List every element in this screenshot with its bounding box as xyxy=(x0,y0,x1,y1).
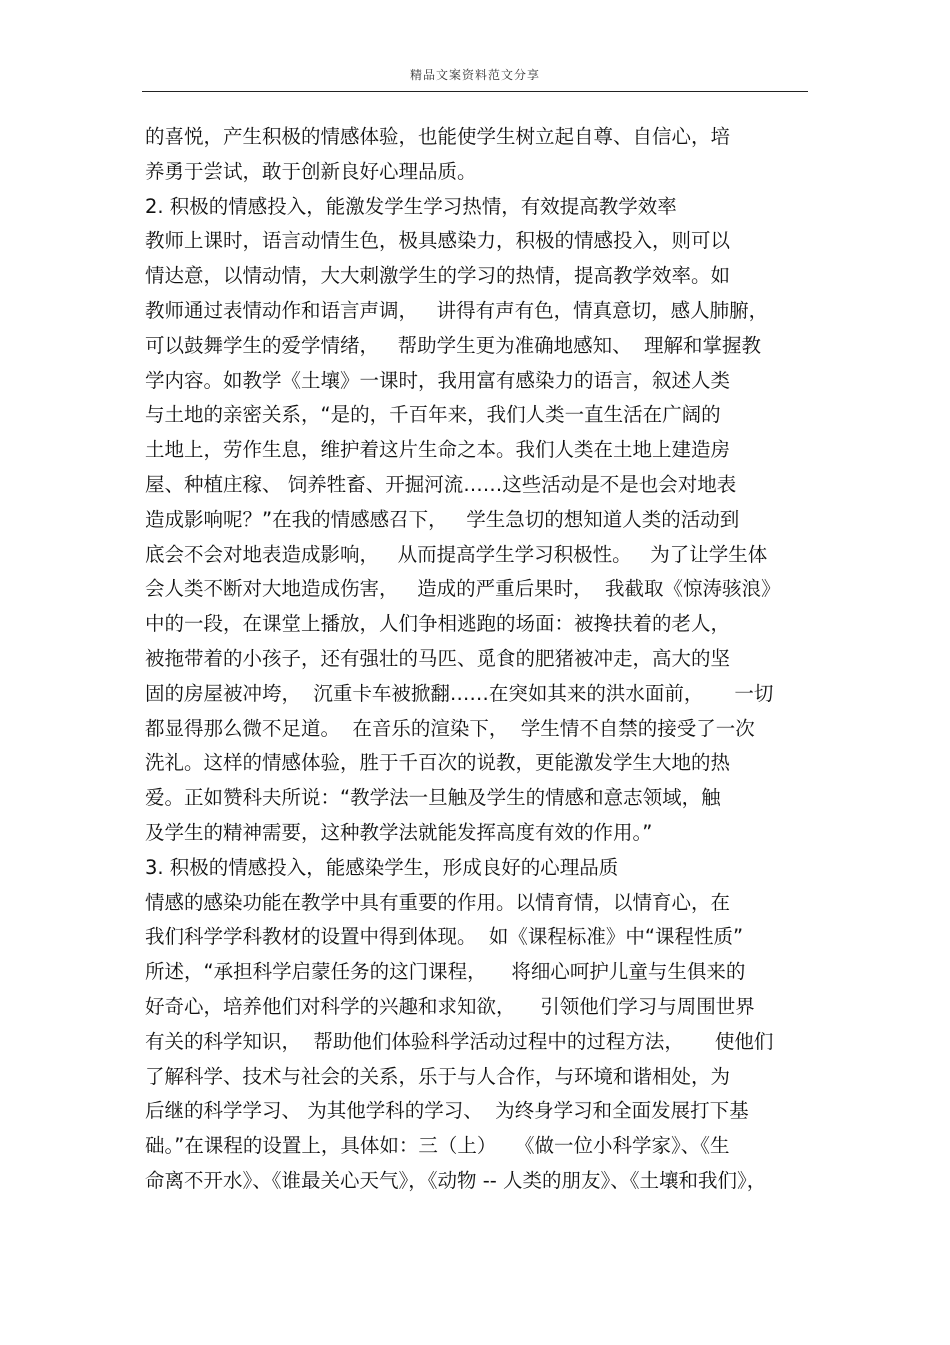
text-line-6: 教师通过表情动作和语言声调， 讲得有声有色，情真意切，感人肺腑， xyxy=(145,298,769,322)
text-line-12: 造成影响呢？”在我的情感感召下， 学生急切的想知道人类的活动到 xyxy=(145,507,740,531)
text-line-1: 的喜悦，产生积极的情感体验，也能使学生树立起自尊、自信心，培 xyxy=(145,125,731,148)
text-line-25: 所述，“承担科学启蒙任务的这门课程， 将细心呵护儿童与生俱来的 xyxy=(145,960,746,984)
text-line-24: 我们科学学科教材的设置中得到体现。 如《课程标准》中“课程性质” xyxy=(145,925,744,949)
text-line-23: 情感的感染功能在教学中具有重要的作用。以情育情，以情育心，在 xyxy=(145,890,731,914)
text-line-21: 及学生的精神需要，这种教学法就能发挥高度有效的作用。” xyxy=(145,820,653,844)
text-line-14: 会人类不断对大地造成伤害， 造成的严重后果时， 我截取《惊涛骇浪》 xyxy=(145,577,781,601)
section-heading-3: 3. 积极的情感投入，能感染学生，形成良好的心理品质 xyxy=(145,855,619,879)
text-line-16: 被拖带着的小孩子，还有强壮的马匹、觅食的肥猪被冲走，高大的坚 xyxy=(145,646,731,670)
text-line-15: 中的一段，在课堂上播放，人们争相逃跑的场面：被搀扶着的老人， xyxy=(145,612,731,636)
text-line-9: 与土地的亲密关系，“是的，千百年来，我们人类一直生活在广阔的 xyxy=(145,403,721,427)
text-line-28: 了解科学、技术与社会的关系，乐于与人合作，与环境和谐相处，为 xyxy=(145,1064,731,1088)
header-divider xyxy=(142,91,808,92)
text-line-5: 情达意，以情动情，大大刺激学生的学习的热情，提高教学效率。如 xyxy=(145,264,731,288)
text-line-29: 后继的科学学习、 为其他学科的学习、 为终身学习和全面发展打下基 xyxy=(145,1099,749,1123)
section-heading-2: 2. 积极的情感投入，能激发学生学习热情，有效提高教学效率 xyxy=(145,194,677,218)
body-text xyxy=(145,120,815,1199)
page-header: 精品文案资料范文分享 xyxy=(409,68,540,82)
text-line-27: 有关的科学知识， 帮助他们体验科学活动过程中的过程方法， 使他们 xyxy=(145,1029,774,1053)
text-line-20: 爱。正如赞科夫所说：“教学法一旦触及学生的情感和意志领域，触 xyxy=(145,786,721,810)
text-line-8: 学内容。如教学《土壤》一课时，我用富有感染力的语言，叙述人类 xyxy=(145,368,731,392)
text-line-19: 洗礼。这样的情感体验，胜于千百次的说教，更能激发学生大地的热 xyxy=(145,751,731,775)
text-line-7: 可以鼓舞学生的爱学情绪， 帮助学生更为准确地感知、 理解和掌握教 xyxy=(145,333,761,357)
text-line-17: 固的房屋被冲垮， 沉重卡车被掀翻……在突如其来的洪水面前， 一切 xyxy=(145,681,774,705)
text-line-31: 命离不开水》、《谁最关心天气》，《动物 -- 人类的朋友》、《土壤和我们》， xyxy=(145,1168,767,1192)
text-line-18: 都显得那么微不足道。 在音乐的渲染下， 学生情不自禁的接受了一次 xyxy=(145,716,755,740)
text-line-10: 土地上，劳作生息，维护着这片生命之本。我们人类在土地上建造房 xyxy=(145,438,731,462)
text-line-4: 教师上课时，语言动情生色，极具感染力，积极的情感投入，则可以 xyxy=(145,229,731,253)
text-line-13: 底会不会对地表造成影响， 从而提高学生学习积极性。 为了让学生体 xyxy=(145,542,768,566)
text-line-2: 养勇于尝试，敢于创新良好心理品质。 xyxy=(145,159,477,183)
text-line-11: 屋、种植庄稼、 饲养牲畜、开掘河流……这些活动是不是也会对地表 xyxy=(145,472,737,496)
text-line-30: 础。”在课程的设置上，具体如：三（上） 《做一位小科学家》、《生 xyxy=(145,1134,730,1158)
text-line-26: 好奇心，培养他们对科学的兴趣和求知欲， 引领他们学习与周围世界 xyxy=(145,994,755,1018)
